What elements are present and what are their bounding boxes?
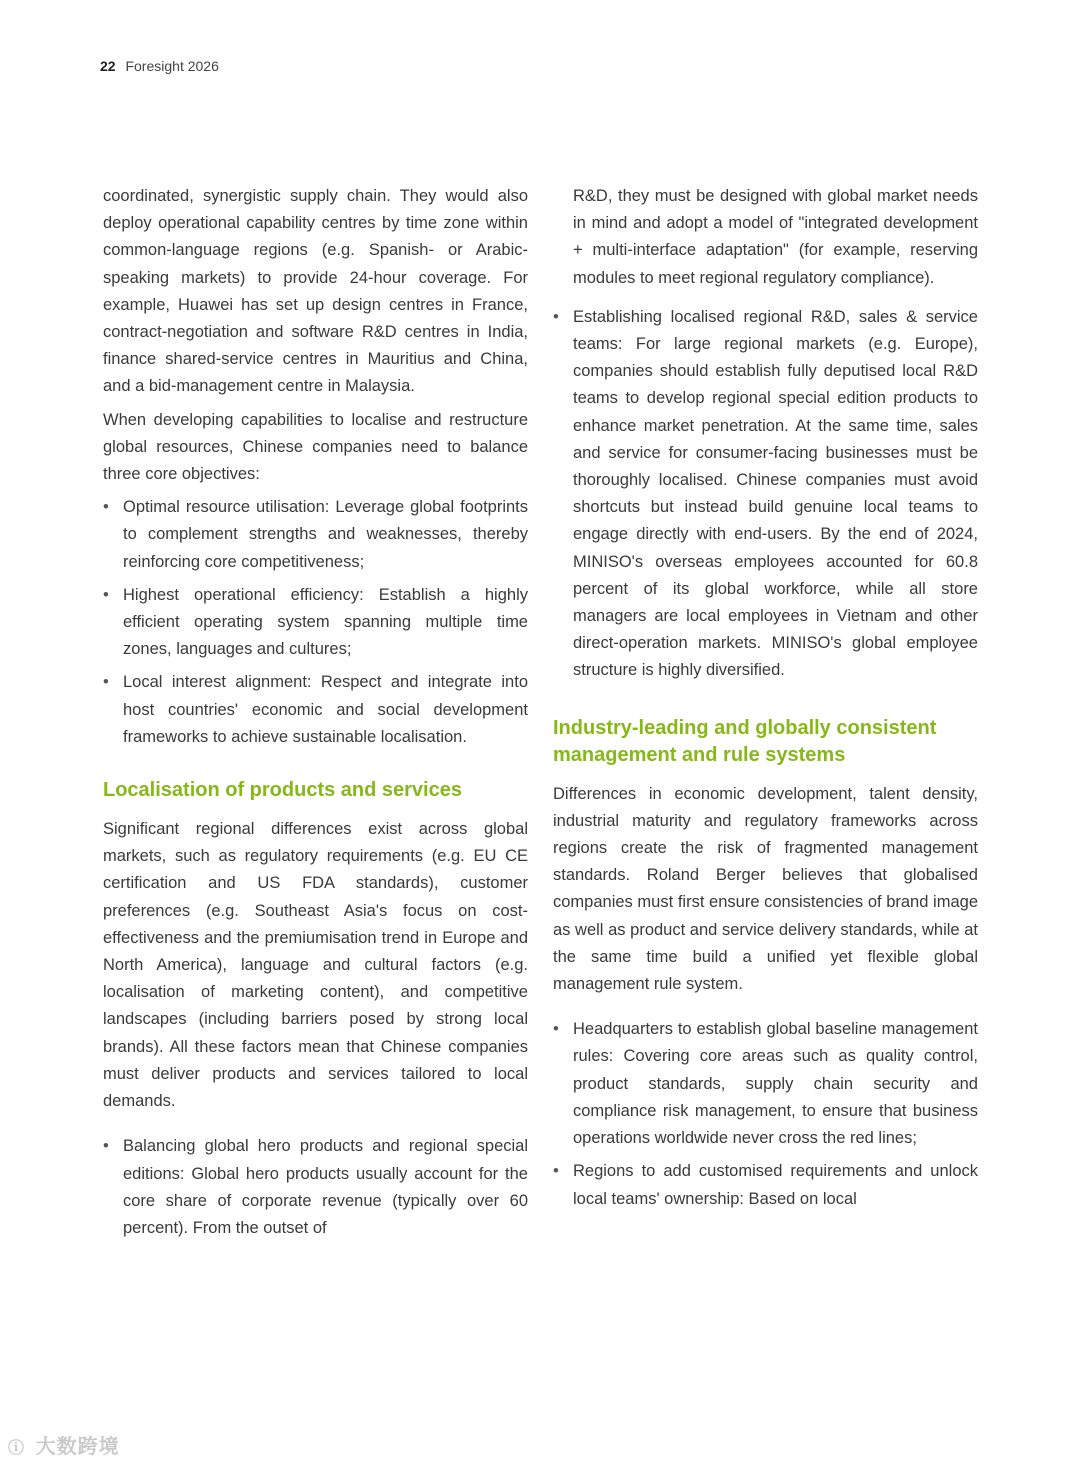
bullet-icon: • — [553, 1020, 559, 1039]
paragraph-management-standards: Differences in economic development, talent density, industrial maturity and regulatory frameworks across regions create the risk of fragmented management standards. Roland Berger believes that globalised companies must first ensure consistencies of brand image as well as product and service delivery standards, while at the same time build a unified yet flexible global management rule system. — [553, 784, 978, 994]
page-number: 22 — [100, 58, 116, 74]
section-heading-management: Industry-leading and globally consistent management and rule systems — [553, 716, 937, 766]
watermark-text: 大数跨境 — [35, 1436, 120, 1458]
list-item: • Headquarters to establish global baseline management rules: Covering core areas such as quality control, product standards, supply chain security and compliance risk management, to ensure that business operations worldwide never cross the red lines; — [553, 1016, 978, 1152]
bullet-icon: • — [553, 307, 559, 326]
objectives-list — [103, 494, 528, 751]
bullet-icon: • — [103, 498, 109, 517]
bullet-icon: • — [103, 673, 109, 692]
list-item: • Regions to add customised requirements and unlock local teams' ownership: Based on local — [553, 1158, 978, 1212]
list-item: • Optimal resource utilisation: Leverage global footprints to complement strengths and weaknesses, thereby reinforcing core competitiveness; — [103, 494, 528, 576]
bullet-icon: • — [553, 1162, 559, 1181]
section-heading-localisation: Localisation of products and services — [103, 779, 462, 802]
list-item: • Local interest alignment: Respect and integrate into host countries' economic and social development frameworks to achieve sustainable localisation. — [103, 669, 528, 751]
list-item: • Establishing localised regional R&D, sales & service teams: For large regional markets (e.g. Europe), companies should establish fully deputised local R&D teams to develop regional special edition products to enhance market penetration. At the same time, sales and service for consumer-facing businesses must be thoroughly localised. Chinese companies must avoid shortcuts but instead build genuine local teams to engage directly with end-users. By the end of 2024, MINISO's overseas employees accounted for 60.8 percent of its global workforce, while all store managers are local employees in Vietnam and other direct-operation markets. MINISO's global employee structure is highly diversified. — [553, 304, 978, 685]
list-item: • Highest operational efficiency: Establish a highly efficient operating system spanning multiple time zones, languages and cultures; — [103, 582, 528, 664]
watermark-logo-icon: ⓘ — [8, 1440, 26, 1457]
teams-list — [553, 304, 978, 685]
paragraph-regional-differences: Significant regional differences exist across global markets, such as regulatory requirements (e.g. EU CE certification and US FDA standards), customer preferences (e.g. Southeast Asia's focus on cost-effectiveness and the premiumisation trend in Europe and North America), language and cultural factors (e.g. localisation of marketing content), and competitive landscapes (including barriers posed by strong local brands). All these factors mean that Chinese companies must deliver products and services tailored to local demands. — [103, 820, 528, 1111]
bullet-icon: • — [103, 585, 109, 604]
localisation-list — [103, 1133, 528, 1242]
bullet-icon: • — [103, 1137, 109, 1156]
paragraph-supply-chain: coordinated, synergistic supply chain. They would also deploy operational capability centres by time zone within common-language regions (e.g. Spanish- or Arabic-speaking markets) to provide 24-hour coverage. For example, Huawei has set up design centres in France, contract-negotiation and software R&D centres in India, finance shared-service centres in Mauritius and China, and a bid-management centre in Malaysia. — [103, 187, 528, 396]
bullet-continuation: R&D, they must be designed with global market needs in mind and adopt a model of "integrated development + multi-interface adaptation" (for example, reserving modules to meet regional regulatory compliance). — [573, 187, 978, 287]
page-header — [100, 58, 219, 74]
rules-list — [553, 1016, 978, 1212]
paragraph-core-objectives: When developing capabilities to localise and restructure global resources, Chinese companies need to balance three core objectives: — [103, 410, 528, 484]
list-item: • Balancing global hero products and regional special editions: Global hero products usually account for the core share of corporate revenue (typically over 60 percent). From the outset of — [103, 1133, 528, 1242]
right-column — [553, 183, 978, 1219]
publication-title: Foresight 2026 — [125, 58, 219, 74]
watermark — [8, 1430, 120, 1459]
left-column — [103, 183, 528, 1248]
